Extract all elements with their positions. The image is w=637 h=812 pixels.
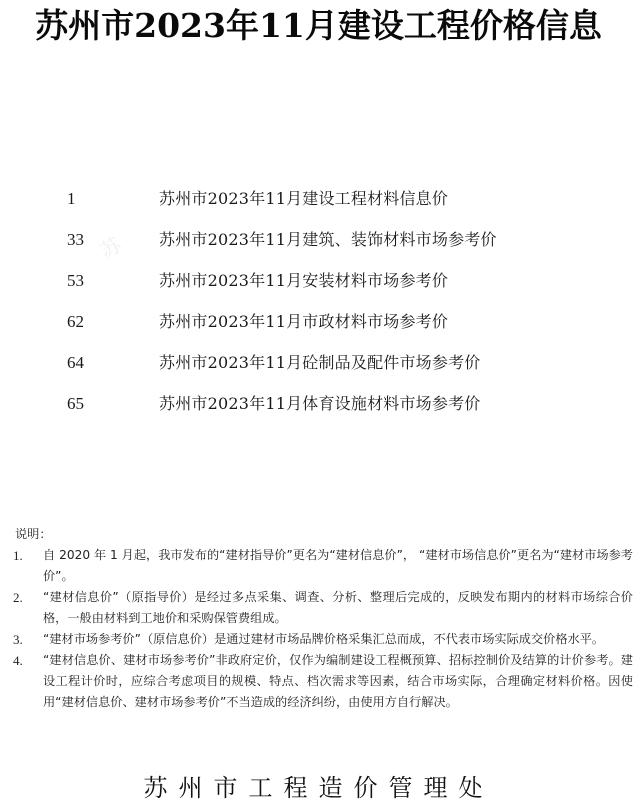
toc-entry-title: 苏州市2023年11月体育设施材料市场参考价 xyxy=(159,394,481,413)
note-item xyxy=(13,629,633,650)
toc-page-number: 65 xyxy=(67,394,84,413)
note-item xyxy=(13,545,633,587)
note-text: 自 2020 年 1 月起，我市发布的“建材指导价”更名为“建材信息价”， “建材市场信息价”更名为“建材市场参考价”。 xyxy=(43,548,633,583)
page-title: 苏州市2023年11月建设工程价格信息 xyxy=(35,6,602,45)
toc-entry-title: 苏州市2023年11月市政材料市场参考价 xyxy=(159,312,449,331)
toc-page-number: 53 xyxy=(67,271,84,290)
toc-entry-title: 苏州市2023年11月建设工程材料信息价 xyxy=(159,189,449,208)
toc-page-number: 1 xyxy=(67,189,76,208)
note-number: 3. xyxy=(13,632,23,647)
watermark: 苏 xyxy=(96,232,126,264)
toc-entry[interactable] xyxy=(0,227,637,253)
toc-entry[interactable] xyxy=(0,186,637,212)
toc-page-number: 64 xyxy=(67,353,84,372)
note-number: 2. xyxy=(13,590,23,605)
note-number: 4. xyxy=(13,653,23,668)
note-item xyxy=(13,587,633,629)
toc-page-number: 33 xyxy=(67,230,84,249)
note-item xyxy=(13,650,633,713)
toc-entry-title: 苏州市2023年11月安装材料市场参考价 xyxy=(159,271,449,290)
toc-entry-title: 苏州市2023年11月建筑、装饰材料市场参考价 xyxy=(159,230,497,249)
toc-entry[interactable] xyxy=(0,309,637,335)
toc-page-number: 62 xyxy=(67,312,84,331)
note-text: “建材信息价、建材市场参考价”非政府定价，仅作为编制建设工程概预算、招标控制价及结算的计价参考。建设工程计价时，应综合考虑项目的规模、特点、档次需求等因素，结合市场实际，合理确定材料价格。因使用“建材信息价、建材市场参考价”不当造成的经济纠纷，由使用方自行解决。 xyxy=(43,653,633,709)
toc-entry[interactable] xyxy=(0,350,637,376)
toc-entry-title: 苏州市2023年11月砼制品及配件市场参考价 xyxy=(159,353,481,372)
note-text: “建材市场参考价”（原信息价）是通过建材市场品牌价格采集汇总而成，不代表市场实际成交价格水平。 xyxy=(43,632,605,646)
toc-entry[interactable] xyxy=(0,268,637,294)
notes-heading: 说明： xyxy=(15,527,52,541)
issuing-organization: 苏州市工程造价管理处 xyxy=(143,774,494,802)
toc-entry[interactable] xyxy=(0,391,637,417)
note-number: 1. xyxy=(13,548,23,563)
notes-section xyxy=(13,524,633,713)
note-text: “建材信息价”（原指导价）是经过多点采集、调查、分析、整理后完成的，反映发布期内的材料市场综合价格，一般由材料到工地价和采购保管费组成。 xyxy=(43,590,633,625)
